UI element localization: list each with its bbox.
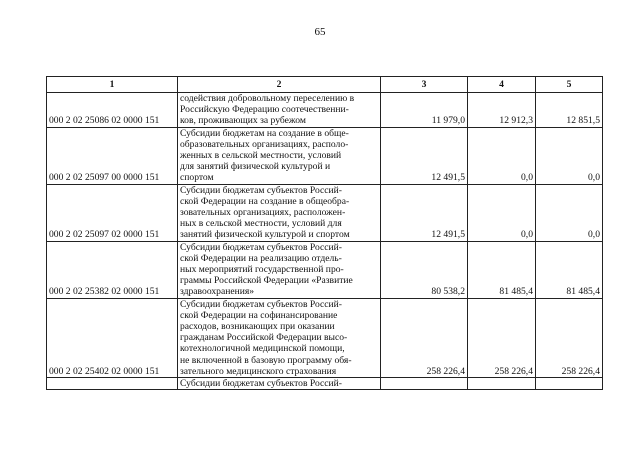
item-name-cell xyxy=(178,127,381,184)
item-name-line: расходов, возникающих при оказании xyxy=(180,321,335,333)
column-header-4: 4 xyxy=(468,77,536,93)
item-name-line: Российскую Федерацию соотечественни- xyxy=(180,104,349,116)
budget-code-cell: 000 2 02 25382 02 0000 151 xyxy=(47,241,178,298)
item-name-line: Субсидии бюджетам субъектов Россий- xyxy=(180,184,342,196)
amount-cell-col-4: 12 912,3 xyxy=(468,93,536,128)
amount-cell-col-4: 0,0 xyxy=(468,127,536,184)
table-header-row xyxy=(47,77,603,93)
amount-cell-col-5: 0,0 xyxy=(536,184,603,241)
amount-cell-col-3: 80 538,2 xyxy=(381,241,468,298)
amount-cell-col-4 xyxy=(468,378,536,390)
budget-code-cell: 000 2 02 25086 02 0000 151 xyxy=(47,93,178,128)
table-row xyxy=(47,184,603,241)
item-name-line: Субсидии бюджетам субъектов Россий- xyxy=(180,298,342,310)
amount-cell-col-3: 12 491,5 xyxy=(381,127,468,184)
table-row xyxy=(47,298,603,377)
item-name-line: ской Федерации на реализацию отдель- xyxy=(180,252,342,264)
item-name-line: Субсидии бюджетам субъектов Россий- xyxy=(180,378,342,390)
item-name-line: женных в сельской местности, условий xyxy=(180,150,342,162)
item-name-line: Субсидии бюджетам субъектов Россий- xyxy=(180,241,342,253)
item-name-line: здравоохранения» xyxy=(180,286,255,298)
item-name-line: для занятий физической культурой и xyxy=(180,161,331,173)
item-name-line: гражданам Российской Федерации высо- xyxy=(180,332,348,344)
amount-cell-col-3 xyxy=(381,378,468,390)
amount-cell-col-5: 81 485,4 xyxy=(536,241,603,298)
table-row xyxy=(47,93,603,128)
item-name-cell xyxy=(178,184,381,241)
item-name-line: ных мероприятий государственной про- xyxy=(180,264,344,276)
item-name-line: Субсидии бюджетам на создание в обще- xyxy=(180,127,349,139)
table-row xyxy=(47,127,603,184)
item-name-line: занятий физической культурой и спортом xyxy=(180,229,350,241)
item-name-line: содействия добровольному переселению в xyxy=(180,93,355,104)
amount-cell-col-5: 258 226,4 xyxy=(536,298,603,377)
amount-cell-col-5 xyxy=(536,378,603,390)
item-name-line: зовательных организациях, расположен- xyxy=(180,207,346,219)
amount-cell-col-4: 81 485,4 xyxy=(468,241,536,298)
item-name-cell xyxy=(178,93,381,128)
budget-code-cell: 000 2 02 25402 02 0000 151 xyxy=(47,298,178,377)
item-name-line: ков, проживающих за рубежом xyxy=(180,115,306,127)
budget-code-cell xyxy=(47,378,178,390)
amount-cell-col-4: 0,0 xyxy=(468,184,536,241)
item-name-line: не включенной в базовую программу обя- xyxy=(180,354,352,366)
amount-cell-col-4: 258 226,4 xyxy=(468,298,536,377)
amount-cell-col-5: 0,0 xyxy=(536,127,603,184)
item-name-line: граммы Российской Федерации «Развитие xyxy=(180,275,353,287)
item-name-cell xyxy=(178,378,381,390)
page-number: 65 xyxy=(314,26,326,38)
column-header-5: 5 xyxy=(536,77,603,93)
item-name-line: ных в сельской местности, условий для xyxy=(180,218,342,230)
budget-table xyxy=(46,76,603,390)
item-name-line: спортом xyxy=(180,172,214,184)
column-header-2: 2 xyxy=(178,77,381,93)
amount-cell-col-3: 258 226,4 xyxy=(381,298,468,377)
budget-code-cell: 000 2 02 25097 00 0000 151 xyxy=(47,127,178,184)
table-row xyxy=(47,241,603,298)
item-name-cell xyxy=(178,298,381,377)
item-name-line: ской Федерации на софинансирование xyxy=(180,309,338,321)
column-header-3: 3 xyxy=(381,77,468,93)
table-row xyxy=(47,378,603,390)
amount-cell-col-5: 12 851,5 xyxy=(536,93,603,128)
column-header-1: 1 xyxy=(47,77,178,93)
amount-cell-col-3: 11 979,0 xyxy=(381,93,468,128)
item-name-line: образовательных организациях, располо- xyxy=(180,138,349,150)
item-name-line: котехнологичной медицинской помощи, xyxy=(180,343,345,355)
item-name-cell xyxy=(178,241,381,298)
table-body xyxy=(47,93,603,390)
item-name-line: зательного медицинского страхования xyxy=(180,365,337,377)
item-name-line: ской Федерации на создание в общеобра- xyxy=(180,195,350,207)
amount-cell-col-3: 12 491,5 xyxy=(381,184,468,241)
budget-code-cell: 000 2 02 25097 02 0000 151 xyxy=(47,184,178,241)
